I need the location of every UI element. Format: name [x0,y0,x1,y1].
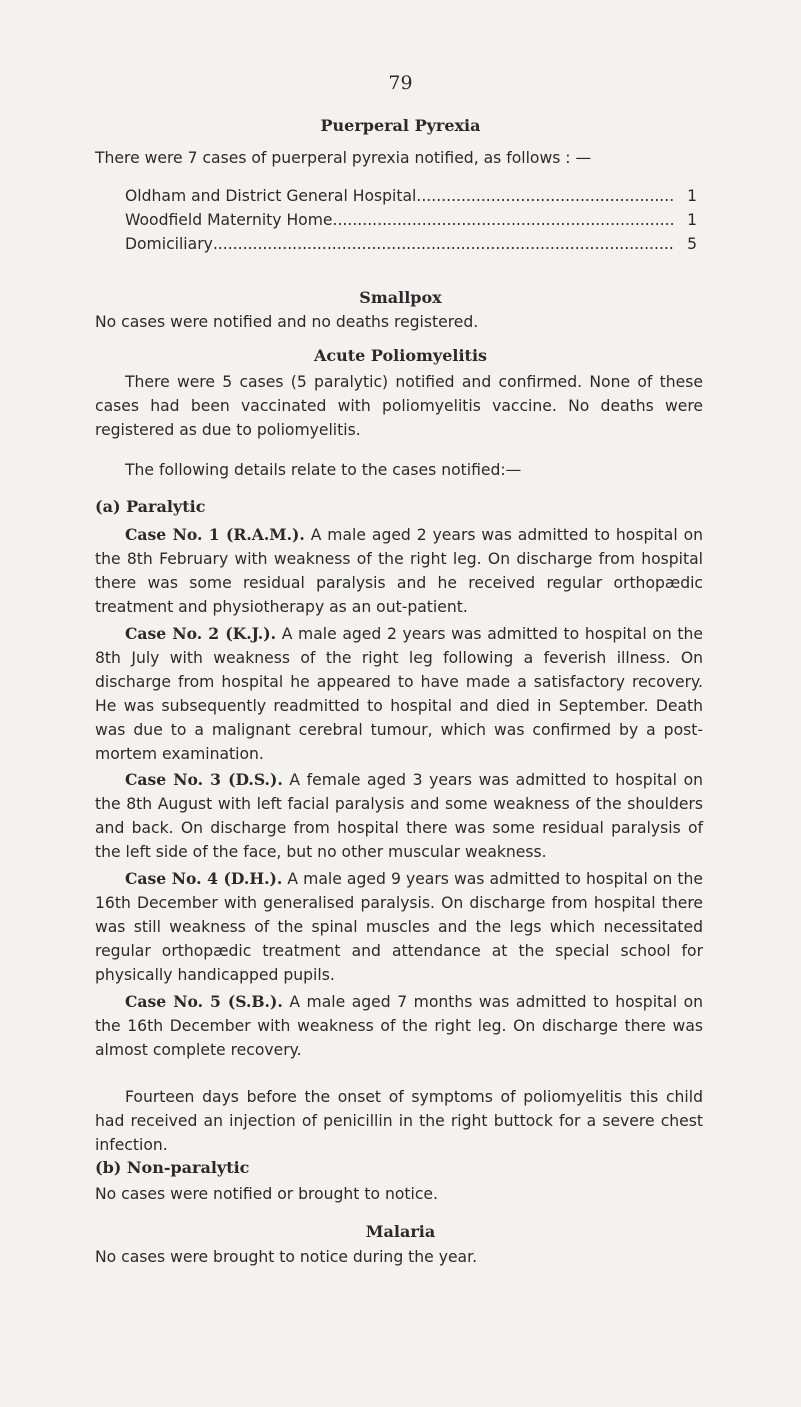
case-1: Case No. 1 (R.A.M.). A male aged 2 years was admitted to hospital on the 8th February with weakness of the right leg. On discharge from hospital there was some residual paralysis and he received regular orthopædic treatment and physiotherapy as an out-patient. [95,525,704,616]
smallpox-text: No cases were notified and no deaths registered. [95,313,479,331]
polio-title: Acute Poliomyelitis [313,346,488,365]
smallpox-title: Smallpox [359,288,442,307]
malaria-title: Malaria [365,1222,436,1241]
case-3: Case No. 3 (D.S.). A female aged 3 years was admitted to hospital on the 8th August with left facial paralysis and some weakness of the shoulders and back. On discharge from hospital there was some residual paralysis of the left side of the face, but no other muscular weakness. [95,770,703,861]
list-item: Domiciliary ..... 5 [125,232,697,256]
case-5: Case No. 5 (S.B.). A male aged 7 months was admitted to hospital on the 16th December with weakness of the right leg. On discharge there was almost complete recovery. [95,992,703,1059]
puerperal-intro: There were 7 cases of puerperal pyrexia notified, as follows : — [95,149,592,167]
nonparalytic-heading: (b) Non-paralytic [95,1158,250,1177]
puerperal-title: Puerperal Pyrexia [320,116,481,135]
list-item: Woodfield Maternity Home ..... 1 [125,208,697,232]
list-item: Oldham and District General Hospital ..... 1 [125,184,697,208]
puerperal-list [125,184,697,256]
nonparalytic-text: No cases were notified or brought to notice. [95,1185,438,1203]
malaria-text: No cases were brought to notice during the year. [95,1248,478,1266]
polio-details-intro: The following details relate to the cases notified:— [125,461,522,479]
polio-intro: There were 5 cases (5 paralytic) notified and confirmed. None of these cases had been vaccinated with poliomyelitis vaccine. No deaths were registered as due to poliomyelitis. [95,373,703,439]
paralytic-heading: (a) Paralytic [95,497,206,516]
case-4: Case No. 4 (D.H.). A male aged 9 years was admitted to hospital on the 16th December with generalised paralysis. On discharge from hospital there was still weakness of the spinal muscles and the legs which necessitated regular orthopædic treatment and attendance at the special school for physically handicapped pupils. [95,869,703,984]
penicillin-note: Fourteen days before the onset of symptoms of poliomyelitis this child had received an injection of penicillin in the right buttock for a severe chest infection. [95,1088,703,1154]
page-number: 79 [388,72,413,94]
case-2: Case No. 2 (K.J.). A male aged 2 years was admitted to hospital on the 8th July with weakness of the right leg following a feverish illness. On discharge from hospital he appeared to have made a satisfactory recovery. He was subsequently readmitted to hospital and died in September. Death was due to a malignant cerebral tumour, which was confirmed by a post-mortem examination. [95,624,703,763]
